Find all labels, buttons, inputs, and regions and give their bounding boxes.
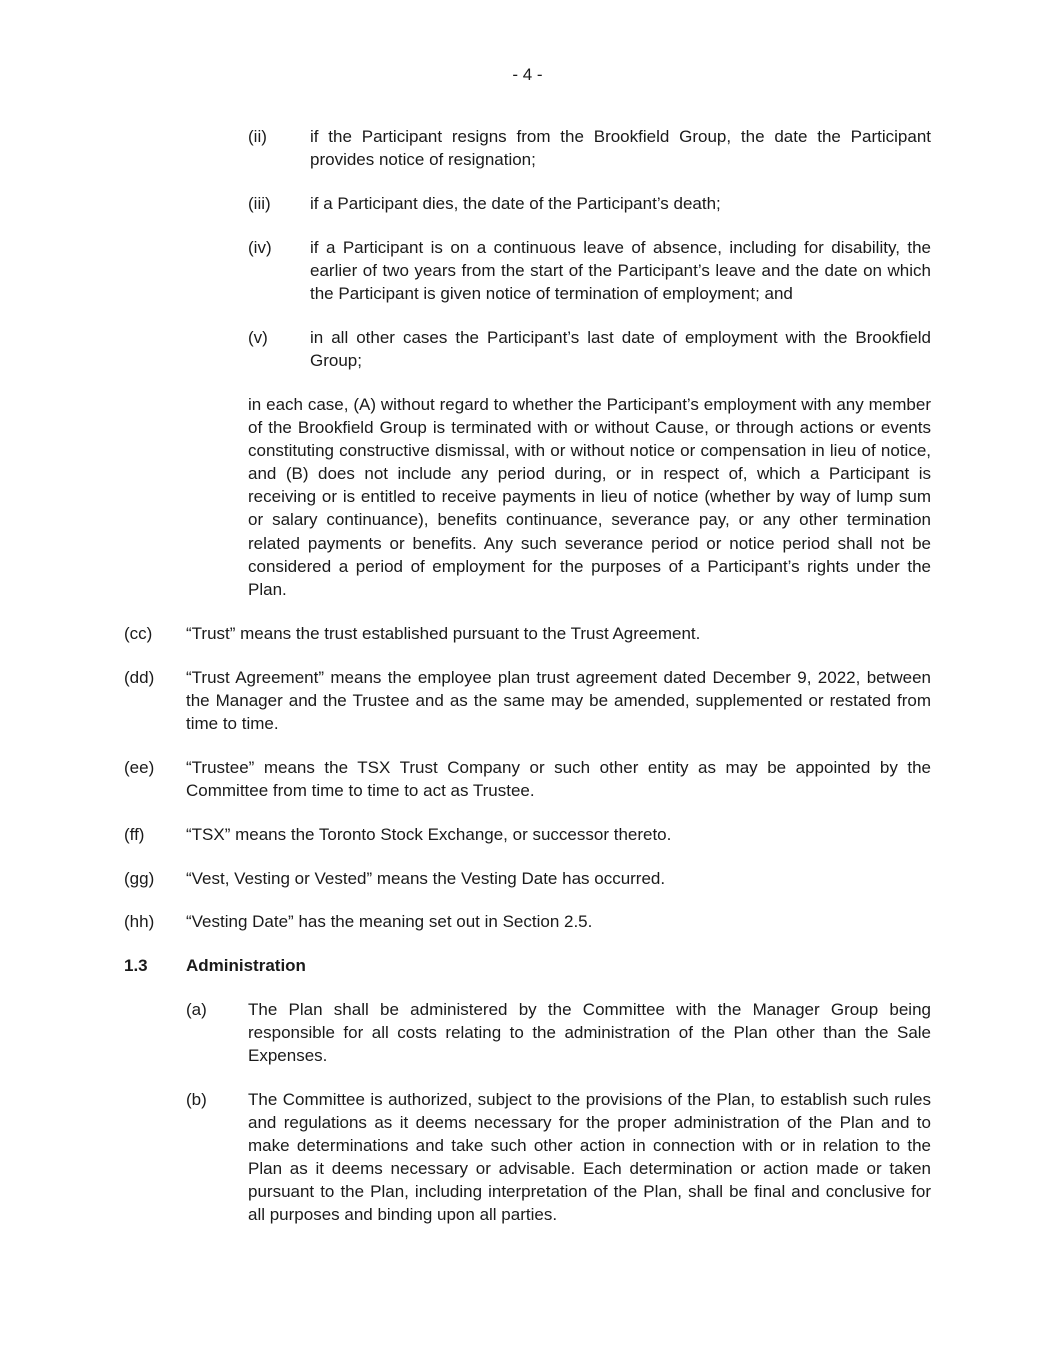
sub-item-label: (iv) xyxy=(248,238,272,257)
definition-label: (ee) xyxy=(124,758,155,777)
sub-item-text: if a Participant dies, the date of the Participant’s death; xyxy=(310,194,721,213)
sub-item-label: (ii) xyxy=(248,127,267,146)
definition-label: (gg) xyxy=(124,869,155,888)
page-number: - 4 - xyxy=(512,65,543,84)
section-item-text: The Committee is authorized, subject to the provisions of the Plan, to establish such rules and regulations as it deems necessary for the proper administration of the Plan and to make determinations and take such other action in connection with or in relation to the Plan as it deems necessary or advisable. Each determination or action made or taken pursuant to the Plan, including interpretation of the Plan, shall be final and conclusive for all purposes and binding upon all parties. xyxy=(248,1090,931,1225)
section-number: 1.3 xyxy=(124,956,148,975)
definition-text: “Trustee” means the TSX Trust Company or such other entity as may be appointed by the Committee from time to time to act as Trustee. xyxy=(186,758,931,801)
definition-text: “Trust Agreement” means the employee plan trust agreement dated December 9, 2022, between the Manager and the Trustee and as the same may be amended, supplemented or restated from time to time. xyxy=(186,668,931,734)
definition-label: (ff) xyxy=(124,825,145,844)
definition-text: “Trust” means the trust established pursuant to the Trust Agreement. xyxy=(186,624,701,643)
continuation-text: in each case, (A) without regard to whether the Participant’s employment with any member of the Brookfield Group is terminated with or without Cause, or through actions or events constituting constructive dismissal, with or without notice or compensation in lieu of notice, and (B) does not include any period during, or in respect of, which a Participant is receiving or is entitled to receive payments in lieu of notice (whether by way of lump sum or salary continuance), benefits continuance, severance pay, or any other termination related payments or benefits. Any such severance period or notice period shall not be considered a period of employment for the purposes of a Participant’s rights under the Plan. xyxy=(248,395,931,599)
definition-text: “TSX” means the Toronto Stock Exchange, or successor thereto. xyxy=(186,825,672,844)
section-item-label: (b) xyxy=(186,1090,207,1109)
sub-item-label: (v) xyxy=(248,328,268,347)
section-title: Administration xyxy=(186,956,306,975)
section-item-text: The Plan shall be administered by the Committee with the Manager Group being responsible for all costs relating to the administration of the Plan other than the Sale Expenses. xyxy=(248,1000,931,1066)
sub-item-text: if the Participant resigns from the Brookfield Group, the date the Participant provides notice of resignation; xyxy=(310,127,931,170)
sub-item-text: in all other cases the Participant’s last date of employment with the Brookfield Group; xyxy=(310,328,931,371)
sub-item-text: if a Participant is on a continuous leave of absence, including for disability, the earlier of two years from the start of the Participant’s leave and the date on which the Participant is given notice of termination of employment; and xyxy=(310,238,931,304)
section-item-label: (a) xyxy=(186,1000,207,1019)
definition-text: “Vesting Date” has the meaning set out in Section 2.5. xyxy=(186,912,593,931)
definition-label: (hh) xyxy=(124,912,155,931)
definition-label: (dd) xyxy=(124,668,155,687)
definition-text: “Vest, Vesting or Vested” means the Vesting Date has occurred. xyxy=(186,869,666,888)
sub-item-label: (iii) xyxy=(248,194,271,213)
definition-label: (cc) xyxy=(124,624,153,643)
